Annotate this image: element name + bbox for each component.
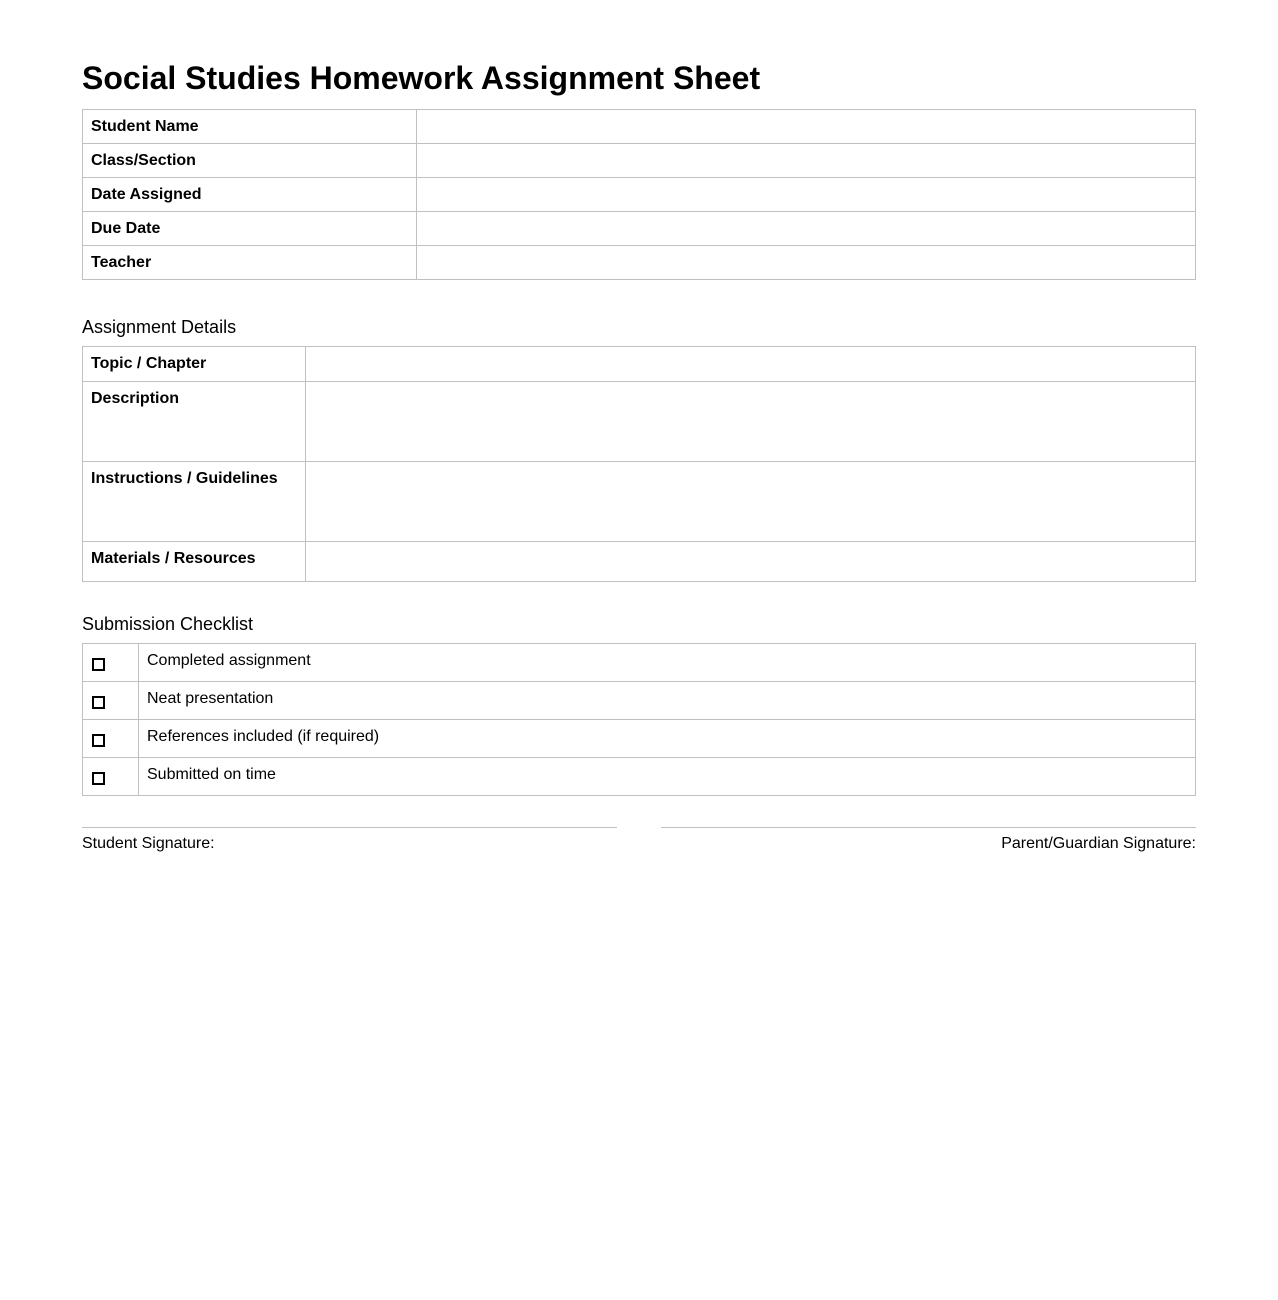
submission-checklist-heading: Submission Checklist [82, 614, 254, 634]
date-assigned-label: Date Assigned [83, 178, 417, 212]
date-assigned-field[interactable] [417, 178, 1196, 212]
assignment-details-heading: Assignment Details [82, 317, 237, 337]
checkbox-neat-presentation[interactable] [92, 696, 105, 709]
checklist-item-label: Neat presentation [139, 682, 1196, 720]
page-title: Social Studies Homework Assignment Sheet [82, 60, 761, 96]
checklist-item [83, 682, 1196, 720]
table-row [83, 462, 1196, 542]
student-info-table [82, 109, 1196, 280]
materials-resources-label: Materials / Resources [83, 542, 306, 582]
topic-chapter-label: Topic / Chapter [83, 347, 306, 382]
checklist-item-label: Completed assignment [139, 644, 1196, 682]
teacher-field[interactable] [417, 246, 1196, 280]
signature-section [82, 827, 1196, 857]
instructions-guidelines-label: Instructions / Guidelines [83, 462, 306, 542]
table-row [83, 382, 1196, 462]
table-row [83, 347, 1196, 382]
checkbox-references-included[interactable] [92, 734, 105, 747]
student-signature-line[interactable] [82, 827, 617, 854]
checkbox-completed-assignment[interactable] [92, 658, 105, 671]
description-field[interactable] [306, 382, 1196, 462]
materials-resources-field[interactable] [306, 542, 1196, 582]
table-row [83, 246, 1196, 280]
table-row [83, 110, 1196, 144]
due-date-field[interactable] [417, 212, 1196, 246]
checklist-item-label: References included (if required) [139, 720, 1196, 758]
table-row [83, 542, 1196, 582]
assignment-details-table [82, 346, 1196, 582]
checkbox-submitted-on-time[interactable] [92, 772, 105, 785]
class-section-label: Class/Section [83, 144, 417, 178]
student-name-field[interactable] [417, 110, 1196, 144]
topic-chapter-field[interactable] [306, 347, 1196, 382]
description-label: Description [83, 382, 306, 462]
teacher-label: Teacher [83, 246, 417, 280]
checklist-item-label: Submitted on time [139, 758, 1196, 796]
table-row [83, 212, 1196, 246]
table-row [83, 144, 1196, 178]
checklist-item [83, 720, 1196, 758]
submission-checklist-table [82, 643, 1196, 796]
checklist-item [83, 758, 1196, 796]
parent-signature-line[interactable] [661, 827, 1196, 854]
parent-signature-label: Parent/Guardian Signature: [1001, 835, 1196, 852]
due-date-label: Due Date [83, 212, 417, 246]
student-name-label: Student Name [83, 110, 417, 144]
student-signature-label: Student Signature: [82, 835, 215, 852]
class-section-field[interactable] [417, 144, 1196, 178]
checklist-item [83, 644, 1196, 682]
instructions-guidelines-field[interactable] [306, 462, 1196, 542]
table-row [83, 178, 1196, 212]
